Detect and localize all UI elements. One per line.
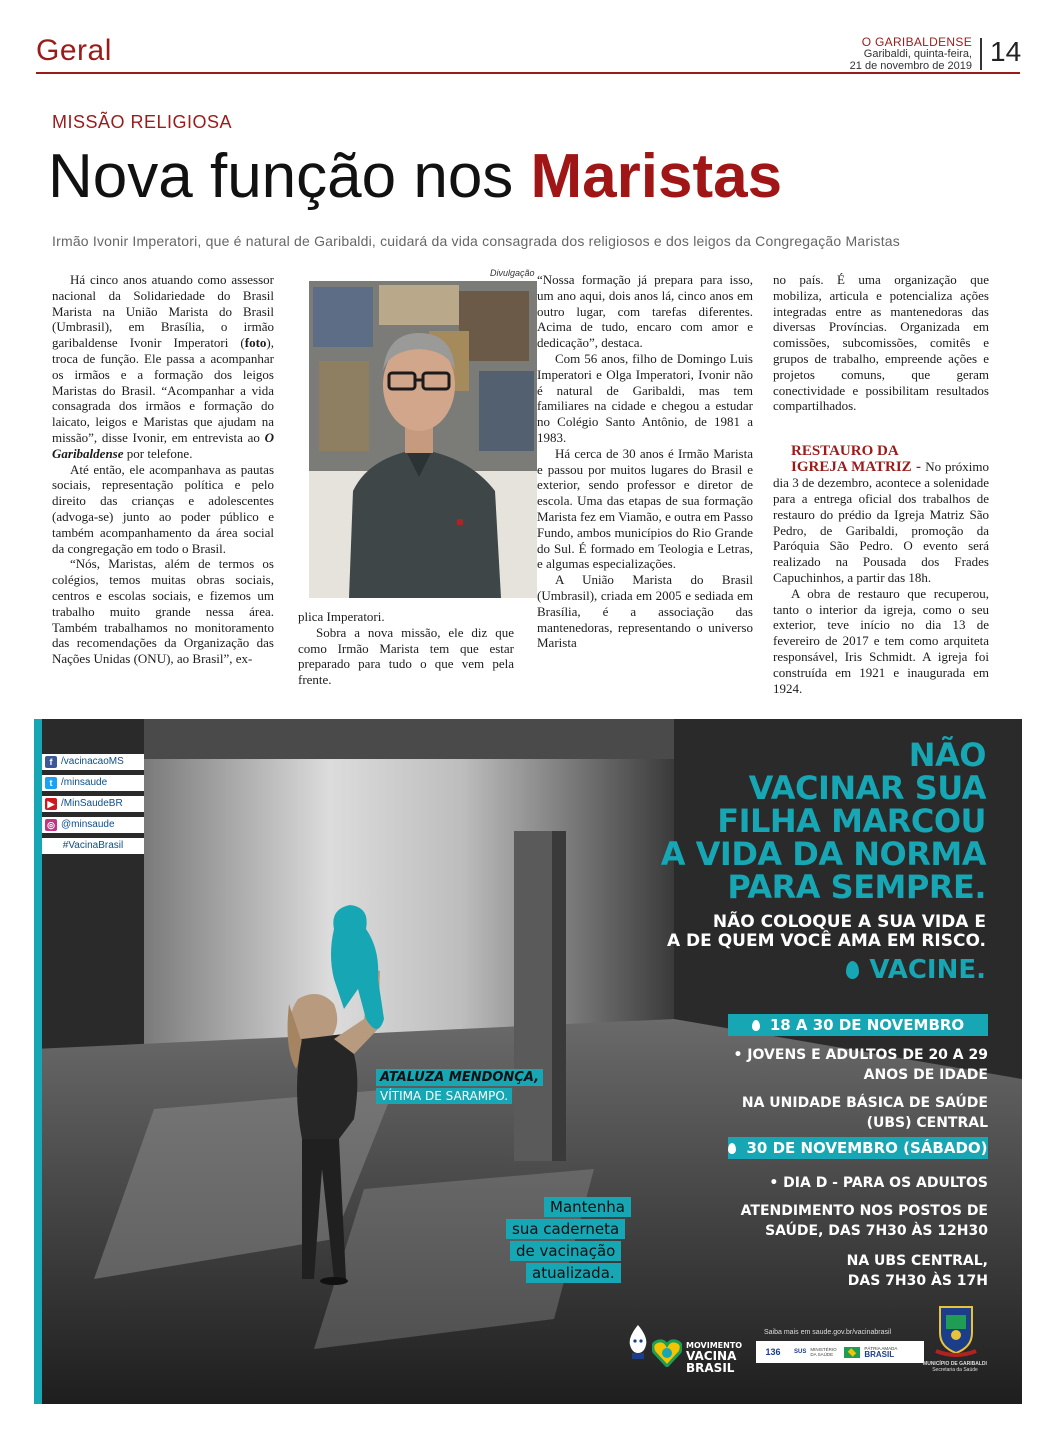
facebook-icon: f	[45, 756, 57, 768]
date-bar-2: 30 DE NOVEMBRO (SÁBADO)	[728, 1137, 988, 1159]
article-column-4	[773, 272, 989, 696]
photo-credit: Divulgação	[490, 268, 535, 278]
drop-icon	[752, 1020, 760, 1031]
paragraph: Com 56 anos, filho de Domingo Luis Imperatori e Olga Imperatori, Ivonir não é natural de Garibaldi, mas tem familiares na cidade e chegou a estudar no Colégio Santo Antônio, de 1981 a 1983.	[537, 350, 753, 445]
garibaldi-coat-of-arms	[934, 1303, 978, 1359]
ministerio-saude-logo: MINISTÉRIO DA SAÚDE	[810, 1347, 837, 1357]
mascot-zegotinha-icon	[626, 1325, 650, 1359]
article-photo	[309, 281, 537, 598]
paragraph: Há cinco anos atuando como assessor nacional da Solidariedade do Brasil Marista na União Marista do Brasil (Umbrasil), em Brasília, o irmão garibaldense Ivonir Imperatori (foto), troca de função. Ele passa a acompanhar os irmãos e a formação dos leigos Maristas do Brasil. “Acompanhar a vida consagrada dos irmãos e formação do laicato, leigos e Maristas que ajudam na missão”, disse Ivonir, em entrevista ao O Garibaldense por telefone.	[52, 272, 274, 461]
vaccination-advertisement	[34, 719, 1022, 1404]
info-block-1: • JOVENS E ADULTOS DE 20 A 29 ANOS DE IDADE NA UNIDADE BÁSICA DE SAÚDE (UBS) CENTRAL	[733, 1047, 988, 1131]
paragraph: “Nossa formação já prepara para isso, um ano aqui, dois anos lá, cinco anos em outro lugar, com tarefas diferentes. Acima de tudo, encaro com amor e dedicação”, destaca.	[537, 272, 753, 351]
paragraph: A União Marista do Brasil (Umbrasil), criada em 2005 e sediada em Brasília, é a associação das mantenedoras, representando o universo Marista	[537, 572, 753, 651]
date-line-1: Garibaldi, quinta-feira,	[863, 48, 972, 60]
page-number-divider	[980, 38, 982, 70]
ad-headline: NÃO VACINAR SUA FILHA MARCOU A VIDA DA NORMA PARA SEMPRE.	[660, 736, 986, 906]
date-line-2: 21 de novembro de 2019	[849, 60, 972, 72]
article-subheadline: Irmão Ivonir Imperatori, que é natural de Garibaldi, cuidará da vida consagrada dos religiosos e dos leigos da Congregação Maristas	[52, 233, 900, 249]
instagram-icon: ◎	[45, 819, 57, 831]
patria-amada-brasil-logo: PÁTRIA AMADA BRASIL	[864, 1346, 898, 1359]
youtube-icon: ▶	[45, 798, 57, 810]
social-facebook[interactable]: f /vacinacaoMS	[42, 754, 144, 770]
mantenha-line-3: de vacinação	[510, 1241, 621, 1261]
ad-vacine: VACINE.	[734, 955, 986, 985]
twitter-icon: t	[45, 777, 57, 789]
social-hashtag[interactable]: #VacinaBrasil	[42, 838, 144, 854]
article-column-3	[537, 272, 753, 651]
paper-info	[850, 36, 972, 72]
mantenha-line-4: atualizada.	[526, 1263, 621, 1283]
mantenha-line-2: sua caderneta	[506, 1219, 625, 1239]
page-number: 14	[990, 36, 1022, 67]
article-headline	[48, 134, 782, 220]
social-instagram[interactable]: ◎ @minsaude	[42, 817, 144, 833]
restauro-subhead-line-2: IGREJA MATRIZ	[791, 459, 912, 476]
article-kicker: MISSÃO RELIGIOSA	[52, 112, 233, 132]
paragraph: “Nós, Maristas, além de termos os colégios, temos muitas obras sociais, centros e escolas sociais, e fizemos um trabalho muito grande nessa área. Também trabalhamos no monitoramento das recomendações da Organização das Nações Unidas (ONU), ao Brasil”, ex-	[52, 556, 274, 667]
ad-accent-strip	[34, 719, 42, 1404]
paper-name: O GARIBALDENSE	[861, 35, 972, 49]
social-youtube[interactable]: ▶ /MinSaudeBR	[42, 796, 144, 812]
government-logos-strip	[790, 1341, 924, 1363]
restauro-subhead-line-1: RESTAURO DA	[791, 443, 899, 460]
vacina-brasil-heart-icon	[652, 1339, 682, 1367]
article-column-1	[52, 272, 274, 667]
social-twitter[interactable]: t /minsaude	[42, 775, 144, 791]
article-column-2	[298, 609, 514, 688]
brazil-flag-icon	[844, 1347, 860, 1358]
disque-saude-logo: 136	[756, 1341, 790, 1363]
drop-icon	[728, 1143, 736, 1154]
drop-icon	[846, 961, 859, 979]
paragraph: A obra de restauro que recuperou, tanto o interior da igreja, como o seu exterior, teve início no dia 13 de fevereiro de 2017 e tem como arquiteta responsável, Iris Schmidt. A igreja foi construída em 1921 e inaugurada em 1924.	[773, 585, 989, 696]
paragraph: IGREJA MATRIZ - No próximo dia 3 de dezembro, acontece a solenidade para a entrega oficial dos trabalhos de restauro do prédio da Igreja Matriz São Pedro, de Garibaldi, promoção da Paróquia São Pedro. O evento será realizado na Pousada dos Frades Capuchinhos, a partir das 18h.	[773, 459, 990, 585]
paragraph: no país. É uma organização que mobiliza, articula e potencializa ações integradas entre as mantenedoras das diversas Províncias. Organizada em comissões, subcomissões, comitês e grupos de trabalho, empreende ações e projetos comuns, que geram conectividade e possibilitam resultados compartilhados.	[773, 272, 989, 414]
victim-description: VÍTIMA DE SARAMPO.	[376, 1088, 512, 1104]
paragraph: Há cerca de 30 anos é Irmão Marista e passou por muitos lugares do Brasil e exterior, sendo professor e diretor de escola. Uma das etapas de sua formação Marista fez em Viamão, e outra em Passo Fundo, ambos municípios do Rio Grande do Sul. É formado em Teologia e Letras, e algumas especializações.	[537, 445, 753, 572]
header-rule	[36, 72, 1020, 74]
movimento-vacina-brasil-logo: MOVIMENTO VACINA BRASIL	[686, 1341, 743, 1375]
headline-part-1: Nova função nos	[48, 142, 531, 211]
sus-logo: SUS	[794, 1349, 807, 1355]
municipio-garibaldi: MUNICÍPIO DE GARIBALDI Secretaria da Saúde	[923, 1361, 987, 1373]
mantenha-line-1: Mantenha	[544, 1197, 631, 1217]
headline-part-2: Maristas	[530, 142, 783, 211]
victim-name: ATALUZA MENDONÇA,	[376, 1069, 543, 1086]
paragraph: Até então, ele acompanhava as pautas sociais, representação política e pelo direito das crianças e adolescentes (advoga-se) junto ao poder público e também acompanhamento da área social da congregação em todo o Brasil.	[52, 461, 274, 556]
paragraph: Sobra a nova missão, ele diz que como Irmão Marista tem que estar preparado para tudo o que vem pela frente.	[298, 624, 514, 688]
date-bar-1: 18 A 30 DE NOVEMBRO	[728, 1014, 988, 1036]
paragraph: plica Imperatori.	[298, 609, 385, 624]
info-block-2: • DIA D - PARA OS ADULTOS ATENDIMENTO NOS POSTOS DE SAÚDE, DAS 7H30 ÀS 12H30 NA UBS CENTRAL, DAS 7H30 ÀS 17H	[740, 1175, 988, 1289]
ad-subheadline: NÃO COLOQUE A SUA VIDA E A DE QUEM VOCÊ AMA EM RISCO.	[666, 912, 986, 951]
saiba-mais-text: Saiba mais em saude.gov.br/vacinabrasil	[764, 1329, 892, 1336]
section-name: Geral	[36, 34, 112, 67]
